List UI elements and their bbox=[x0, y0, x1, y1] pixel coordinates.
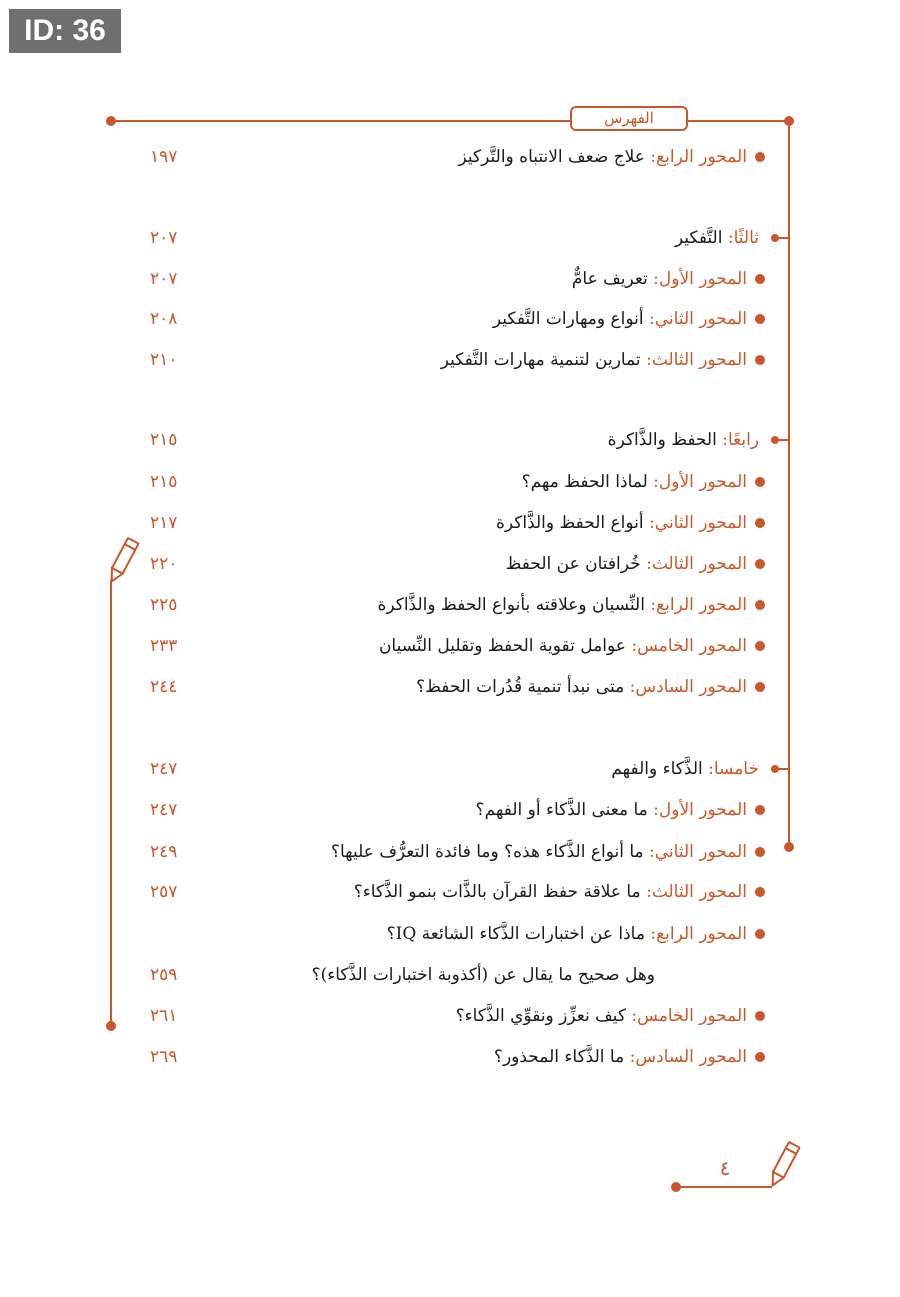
entry-label: المحور السادس bbox=[635, 677, 747, 697]
section-title: الحفظ والذَّاكرة bbox=[607, 430, 717, 450]
entry-title: وهل صحيح ما يقال عن (أكذوبة اختبارات الذَّكاء)؟ bbox=[311, 965, 655, 985]
index-header-tab: الفهرس bbox=[570, 106, 688, 131]
entry-label: المحور السادس bbox=[635, 1047, 747, 1067]
toc-row[interactable]: المحور الثالث: ما علاقة حفظ القرآن بالذَّات بنمو الذَّكاء؟ ٢٥٧ bbox=[150, 877, 765, 907]
toc-row[interactable]: المحور الأول: ما معنى الذَّكاء أو الفهم؟ ٢٤٧ bbox=[150, 795, 765, 825]
entry-page: ٢١٧ bbox=[150, 513, 178, 533]
entry-title: متى نبدأ تنمية قُدُرات الحفظ؟ bbox=[416, 677, 625, 697]
entry-label: المحور الأول bbox=[658, 269, 747, 289]
entry-label: المحور الأول bbox=[658, 472, 747, 492]
entry-page: ٢٤٧ bbox=[150, 800, 178, 820]
toc-row[interactable]: المحور السادس: ما الذَّكاء المحذور؟ ٢٦٩ bbox=[150, 1042, 765, 1072]
entry-label: المحور الثالث bbox=[651, 882, 747, 902]
entry-title: تعريف عامٌّ bbox=[571, 269, 648, 289]
toc-row-continuation[interactable] bbox=[150, 960, 765, 990]
bullet-icon bbox=[755, 682, 765, 692]
bullet-icon bbox=[755, 314, 765, 324]
bullet-icon bbox=[755, 477, 765, 487]
entry-label: المحور الخامس bbox=[637, 1006, 747, 1026]
entry-title: عوامل تقوية الحفظ وتقليل النِّسيان bbox=[378, 636, 626, 656]
pencil-icon bbox=[106, 538, 138, 584]
entry-page: ٢٤٧ bbox=[150, 759, 178, 779]
bullet-icon bbox=[755, 887, 765, 897]
entry-title: ما علاقة حفظ القرآن بالذَّات بنمو الذَّكاء؟ bbox=[353, 882, 641, 902]
entry-page: ٢٤٩ bbox=[150, 842, 178, 862]
bullet-icon bbox=[755, 559, 765, 569]
bullet-icon bbox=[755, 847, 765, 857]
entry-label: المحور الرابع bbox=[656, 924, 747, 944]
entry-page: ٢٤٤ bbox=[150, 677, 178, 697]
entry-label: المحور الثاني bbox=[654, 513, 747, 533]
entry-title: أنواع ومهارات التَّفكير bbox=[492, 309, 644, 329]
bullet-icon bbox=[755, 518, 765, 528]
section-title: الذَّكاء والفهم bbox=[611, 759, 703, 779]
entry-title: ماذا عن اختبارات الذَّكاء الشائعة IQ؟ bbox=[386, 924, 645, 944]
toc-row[interactable]: المحور الرابع: ماذا عن اختبارات الذَّكاء الشائعة IQ؟ bbox=[150, 919, 765, 949]
bullet-icon bbox=[755, 641, 765, 651]
toc-row[interactable]: المحور الأول: لماذا الحفظ مهم؟ ٢١٥ bbox=[150, 467, 765, 497]
entry-page: ٢٦٩ bbox=[150, 1047, 178, 1067]
entry-title: تمارين لتنمية مهارات التَّفكير bbox=[440, 350, 641, 370]
id-badge: ID: 36 bbox=[9, 9, 121, 53]
toc-row[interactable]: المحور الثاني: أنواع ومهارات التَّفكير ٢٠٨ bbox=[150, 304, 765, 334]
toc-row[interactable]: المحور الخامس: عوامل تقوية الحفظ وتقليل النِّسيان ٢٣٣ bbox=[150, 631, 765, 661]
toc-section-row[interactable]: رابعًا: الحفظ والذَّاكرة ٢١٥ bbox=[150, 425, 765, 455]
bullet-icon bbox=[755, 274, 765, 284]
toc-row[interactable]: المحور الخامس: كيف نعزِّز ونقوِّي الذَّكاء؟ ٢٦١ bbox=[150, 1001, 765, 1031]
toc-row[interactable]: المحور الثالث: خُرافتان عن الحفظ ٢٢٠ bbox=[150, 549, 765, 579]
bullet-icon bbox=[755, 355, 765, 365]
bullet-icon bbox=[755, 805, 765, 815]
section-label: رابعًا bbox=[727, 430, 759, 450]
entry-title: ما معنى الذَّكاء أو الفهم؟ bbox=[475, 800, 648, 820]
toc-row[interactable]: المحور الرابع: علاج ضعف الانتباه والتَّركيز ١٩٧ bbox=[150, 142, 765, 172]
toc-row[interactable]: المحور السادس: متى نبدأ تنمية قُدُرات الحفظ؟ ٢٤٤ bbox=[150, 672, 765, 702]
entry-page: ٢٠٨ bbox=[150, 309, 178, 329]
toc-section-row[interactable]: خامسا: الذَّكاء والفهم ٢٤٧ bbox=[150, 754, 765, 784]
entry-label: المحور الرابع bbox=[656, 147, 747, 167]
entry-page: ٢٥٩ bbox=[150, 965, 178, 985]
entry-title: ما الذَّكاء المحذور؟ bbox=[493, 1047, 625, 1067]
entry-page: ٢١٥ bbox=[150, 430, 178, 450]
bullet-icon bbox=[755, 1052, 765, 1062]
toc-section-row[interactable]: ثالثًا: التَّفكير ٢٠٧ bbox=[150, 223, 765, 253]
section-label: خامسا bbox=[713, 759, 759, 779]
entry-title: خُرافتان عن الحفظ bbox=[505, 554, 641, 574]
toc-row[interactable]: المحور الثاني: أنواع الحفظ والذَّاكرة ٢١٧ bbox=[150, 508, 765, 538]
entry-page: ٢٣٣ bbox=[150, 636, 178, 656]
entry-label: المحور الثاني bbox=[654, 309, 747, 329]
entry-label: المحور الرابع bbox=[656, 595, 747, 615]
bullet-icon bbox=[755, 152, 765, 162]
entry-label: المحور الثاني bbox=[654, 842, 747, 862]
section-label: ثالثًا bbox=[733, 228, 759, 248]
section-title: التَّفكير bbox=[674, 228, 723, 248]
entry-title: أنواع الحفظ والذَّاكرة bbox=[495, 513, 644, 533]
entry-title: كيف نعزِّز ونقوِّي الذَّكاء؟ bbox=[455, 1006, 626, 1026]
entry-title: ما أنواع الذَّكاء هذه؟ وما فائدة التعرُّف عليها؟ bbox=[330, 842, 644, 862]
entry-title: لماذا الحفظ مهم؟ bbox=[521, 472, 648, 492]
entry-page: ٢١٠ bbox=[150, 350, 178, 370]
toc-row[interactable]: المحور الرابع: النِّسيان وعلاقته بأنواع الحفظ والذَّاكرة ٢٢٥ bbox=[150, 590, 765, 620]
bullet-icon bbox=[755, 1011, 765, 1021]
entry-page: ٢٢٥ bbox=[150, 595, 178, 615]
bullet-icon bbox=[755, 600, 765, 610]
entry-label: المحور الأول bbox=[658, 800, 747, 820]
entry-page: ٢١٥ bbox=[150, 472, 178, 492]
entry-label: المحور الثالث bbox=[651, 350, 747, 370]
entry-page: ٢٢٠ bbox=[150, 554, 178, 574]
toc-row[interactable]: المحور الثاني: ما أنواع الذَّكاء هذه؟ وما فائدة التعرُّف عليها؟ ٢٤٩ bbox=[150, 837, 765, 867]
toc-row[interactable]: المحور الثالث: تمارين لتنمية مهارات التَّفكير ٢١٠ bbox=[150, 345, 765, 375]
entry-label: المحور الخامس bbox=[637, 636, 747, 656]
entry-page: ١٩٧ bbox=[150, 147, 178, 167]
entry-page: ٢٦١ bbox=[150, 1006, 178, 1026]
entry-title: علاج ضعف الانتباه والتَّركيز bbox=[458, 147, 645, 167]
toc-row[interactable]: المحور الأول: تعريف عامٌّ ٢٠٧ bbox=[150, 264, 765, 294]
pencil-icon bbox=[767, 1142, 799, 1188]
entry-page: ٢٠٧ bbox=[150, 228, 178, 248]
entry-page: ٢٥٧ bbox=[150, 882, 178, 902]
entry-label: المحور الثالث bbox=[651, 554, 747, 574]
bullet-icon bbox=[755, 929, 765, 939]
page-number: ٤ bbox=[719, 1156, 731, 1180]
entry-page: ٢٠٧ bbox=[150, 269, 178, 289]
entry-title: النِّسيان وعلاقته بأنواع الحفظ والذَّاكرة bbox=[377, 595, 645, 615]
